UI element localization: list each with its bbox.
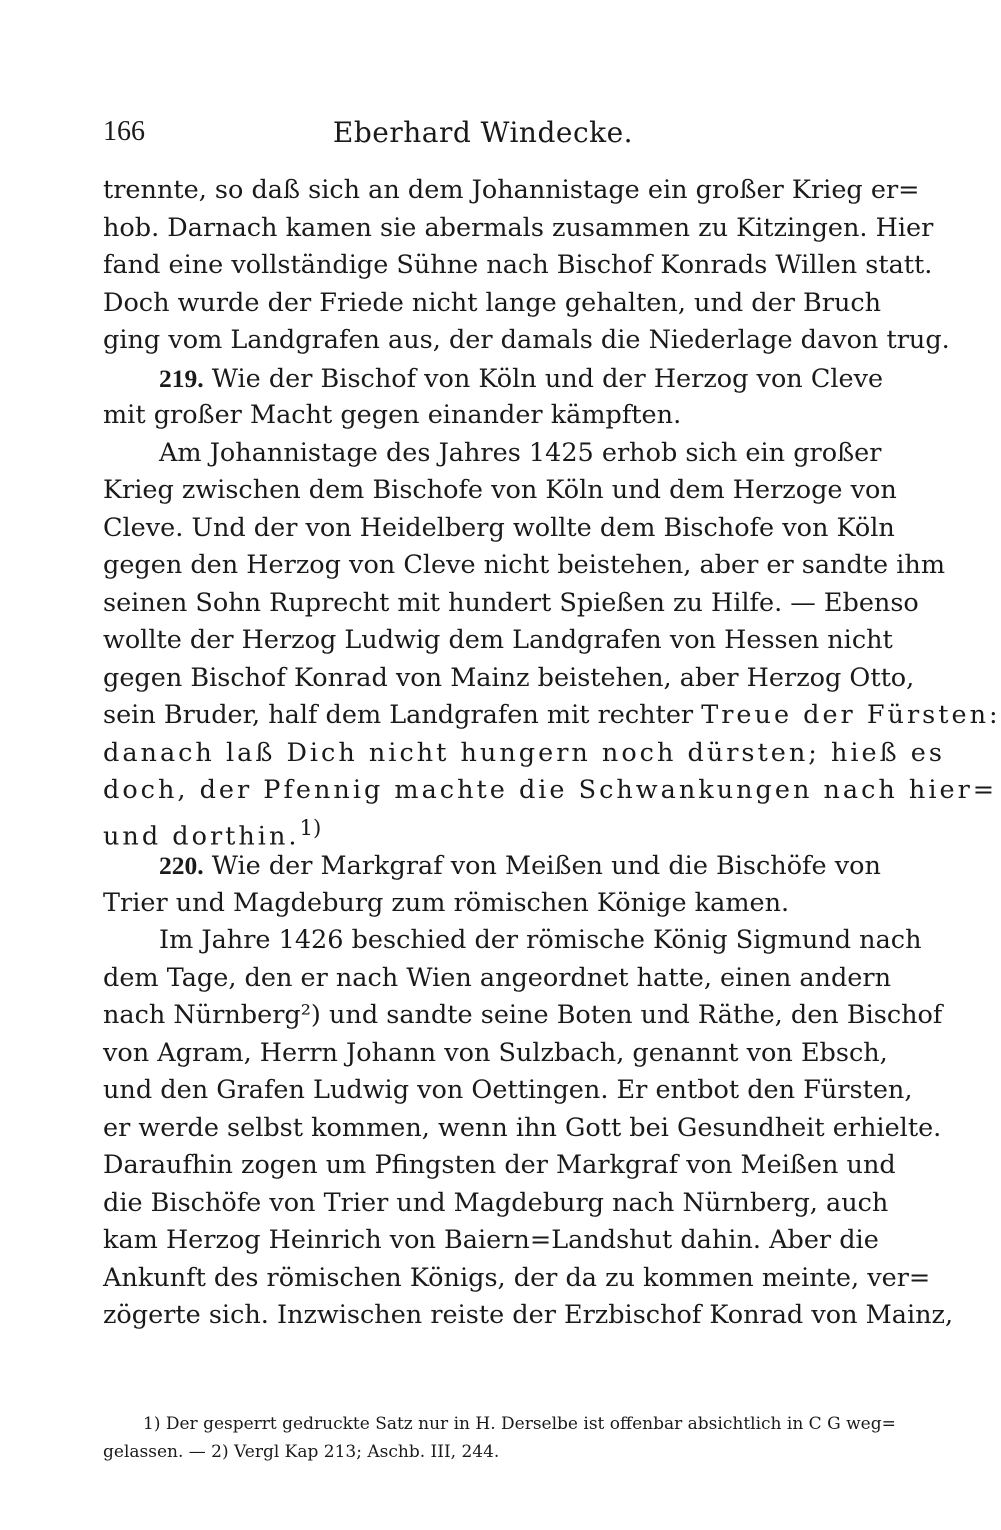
text-line: Krieg zwischen dem Bischofe von Köln und dem Herzoge von [103,475,897,505]
text-line: wollte der Herzog Ludwig dem Landgrafen von Hessen nicht [103,625,893,655]
text-line: Im Jahre 1426 beschied der römische König Sigmund nach [159,925,922,955]
text-line: hob. Darnach kamen sie abermals zusammen zu Kitzingen. Hier [103,212,934,243]
spaced-text-line [103,810,863,851]
text-line: gegen Bischof Konrad von Mainz beistehen, aber Herzog Otto, [103,662,915,693]
spaced-text-line: doch, der Pfennig machte die Schwankungen nach hier= [103,775,998,805]
text-segment: sein Bruder, half dem Landgrafen mit rechter [103,700,694,730]
chapter-heading-220 [103,847,881,885]
text-line: trennte, so daß sich an dem Johannistage ein großer Krieg er= [103,175,920,205]
chapter-heading-219 [103,360,884,398]
footnote-line: gelassen. — 2) Vergl Kap 213; Aschb. III, 244. [103,1442,500,1462]
text-line: dem Tage, den er nach Wien angeordnet hatte, einen andern [103,962,891,993]
text-line: Ankunft des römischen Königs, der da zu kommen meinte, ver= [103,1262,931,1293]
text-line: Daraufhin zogen um Pfingsten der Markgraf von Meißen und [103,1150,896,1180]
text-line: und den Grafen Ludwig von Oettingen. Er entbot den Fürsten, [103,1075,913,1105]
page-number: 166 [103,116,145,147]
text-line: von Agram, Herrn Johann von Sulzbach, genannt von Ebsch, [103,1037,888,1068]
text-line [103,697,1001,735]
text-line: kam Herzog Heinrich von Baiern=Landshut dahin. Aber die [103,1225,879,1255]
footnote-reference: 1) [299,815,322,841]
text-line: zögerte sich. Inzwischen reiste der Erzbischof Konrad von Mainz, [103,1300,954,1330]
text-line: die Bischöfe von Trier und Magdeburg nach Nürnberg, auch [103,1187,889,1218]
footnote-line: 1) Der gesperrt gedruckte Satz nur in H. Derselbe ist offenbar absichtlich in C G weg= [143,1414,896,1434]
text-line: Cleve. Und der von Heidelberg wollte dem Bischofe von Köln [103,512,895,543]
text-line: nach Nürnberg²) und sandte seine Boten und Räthe, den Bischof [103,1000,943,1030]
text-line: Doch wurde der Friede nicht lange gehalten, und der Bruch [103,287,882,318]
footnotes [103,1410,896,1466]
chapter-heading-220-cont: Trier und Magdeburg zum römischen Könige kamen. [103,887,790,918]
spaced-text-line: danach laß Dich nicht hungern noch dürsten; hieß es [103,737,945,768]
running-title: Eberhard Windecke. [332,116,634,149]
spaced-text: und dorthin. [103,821,300,851]
chapter-heading-text: Wie der Markgraf von Meißen und die Bischöfe von [211,851,881,881]
text-line: seinen Sohn Ruprecht mit hundert Spießen zu Hilfe. — Ebenso [103,587,919,618]
text-line: er werde selbst kommen, wenn ihn Gott bei Gesundheit erhielte. [103,1112,942,1143]
chapter-heading-text: Wie der Bischof von Köln und der Herzog von Cleve [211,363,884,394]
text-line: gegen den Herzog von Cleve nicht beistehen, aber er sandte ihm [103,550,945,580]
text-line: fand eine vollständige Sühne nach Bischof Konrads Willen statt. [103,250,933,280]
page-body [103,172,1001,1335]
page-header [103,116,863,152]
text-line: ging vom Landgrafen aus, der damals die Niederlage davon trug. [103,325,950,355]
text-line: Am Johannistage des Jahres 1425 erhob sich ein großer [159,437,882,468]
chapter-heading-219-cont: mit großer Macht gegen einander kämpften. [103,400,682,430]
chapter-number: 220. [159,851,204,880]
chapter-number: 219. [159,363,204,393]
spaced-text: Treue der Fürsten: [701,700,1001,730]
